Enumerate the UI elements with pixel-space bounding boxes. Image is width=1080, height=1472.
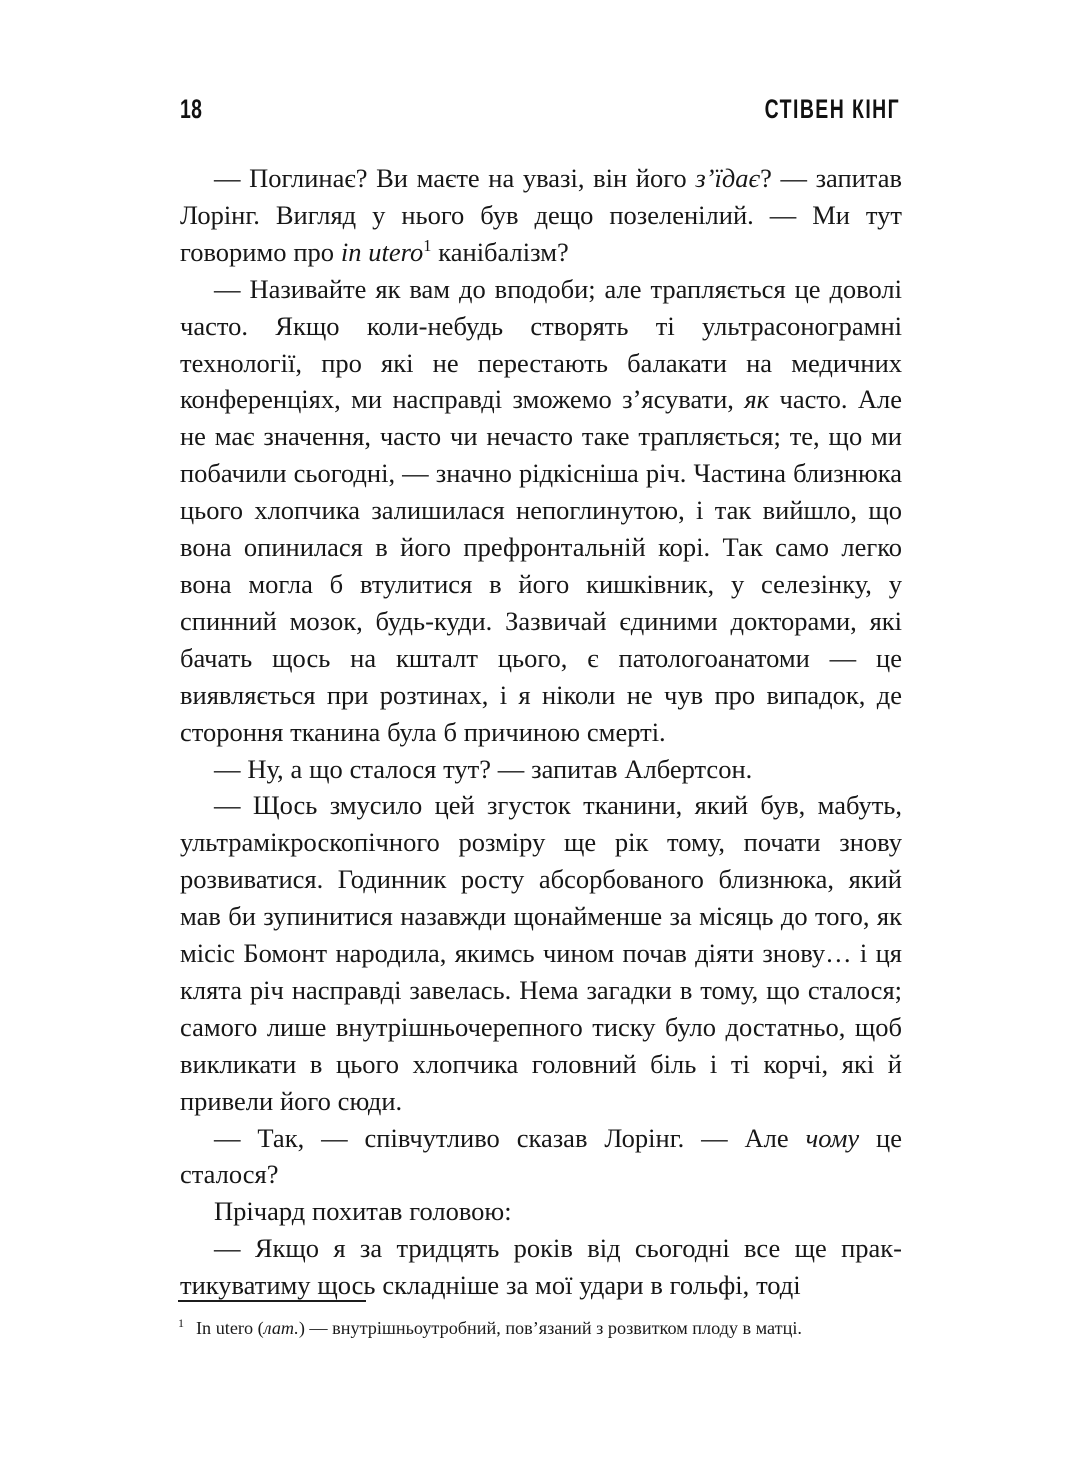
text-run: — Так, — співчутливо сказав Лорінг. — Але bbox=[214, 1122, 806, 1153]
italic-run: in utero bbox=[340, 236, 424, 267]
text-run: канібалізм? bbox=[431, 236, 569, 267]
body-paragraph bbox=[180, 1120, 902, 1194]
text-run: In utero ( bbox=[196, 1318, 264, 1338]
footnote-reference-marker[interactable]: 1 bbox=[423, 235, 432, 255]
text-run: — Ну, а що сталося тут? — запитав Албертсон. bbox=[214, 753, 753, 784]
body-paragraph bbox=[180, 787, 902, 1119]
italic-run: лат. bbox=[263, 1318, 299, 1338]
footnote-separator-rule bbox=[178, 1300, 366, 1302]
text-run: — Поглинає? Ви маєте на увазі, він його bbox=[214, 163, 696, 193]
text-run: часто. Але не має значення, часто чи нечасто таке трапляється; те, що ми побачили сьогодні, — значно рідкісніша річ. Частина близнюка цього хлопчика залишилася непоглинутою, і так вийшло, що вона опинилася в його префронтальній корі. Так само легко вона могла б втулитися в його кишківник, у селезінку, у спинний мозок, будь-куди. Зазвичай єдиними докторами, які бачать щось на кшталт цього, є патологоанатоми — це виявляється при розтинах, і я ніколи не чув про випадок, де стороння тканина була б причиною смерті. bbox=[180, 384, 902, 747]
footnote-area bbox=[178, 1300, 902, 1340]
footnote-number: 1 bbox=[178, 1315, 184, 1330]
body-paragraph bbox=[180, 160, 902, 271]
italic-run: чому bbox=[805, 1122, 860, 1153]
text-run: ) — внутрішньоутробний, пов’язаний з розвитком плоду в матці. bbox=[298, 1318, 802, 1338]
body-paragraph bbox=[180, 751, 902, 788]
text-run: Прічард похитав головою: bbox=[214, 1196, 512, 1227]
italic-run: з’їдає bbox=[695, 163, 761, 193]
text-run: — Називайте як вам до вподоби; але трапляється це доволі часто. Якщо коли-небудь створять ті ультрасонограмні технології, про які не перестають балакати на медичних конференціях, ми насправді зможемо з’ясувати, bbox=[180, 273, 902, 415]
page-number: 18 bbox=[180, 93, 203, 124]
text-run: — Якщо я за тридцять років від сьогодні все ще практикуватиму щось складніше за мої удари в гольфі, тоді bbox=[180, 1233, 902, 1301]
footnote-text bbox=[178, 1316, 902, 1340]
italic-run: як bbox=[744, 384, 770, 415]
body-paragraph bbox=[180, 271, 902, 751]
body-paragraph bbox=[180, 1230, 902, 1304]
text-run: це сталося? bbox=[180, 1122, 902, 1190]
text-run: — Щось змусило цей згусток тканини, який був, мабуть, ультрамікроскопічного розміру ще рік тому, почати знову розвиватися. Годинник росту абсорбованого близнюка, який мав би зупинитися назавжди щонайменше за місяць до того, як місіс Бомонт народила, якимсь чином почав діяти знову… і ця клята річ насправді завелась. Нема загадки в тому, що сталося; самого лише внутрішньочерепного тиску було достатньо, щоб викликати в цього хлопчика головний біль і ті корчі, які й привели його сюди. bbox=[180, 790, 902, 1116]
running-head bbox=[180, 88, 900, 130]
book-author-heading: СТІВЕН КІНГ bbox=[764, 93, 900, 124]
body-text-column bbox=[180, 160, 902, 1304]
body-paragraph bbox=[180, 1193, 902, 1230]
text-run: ? — запитав Лорінг. Вигляд у нього був дещо позеленілий. — Ми тут говоримо про bbox=[180, 163, 902, 267]
